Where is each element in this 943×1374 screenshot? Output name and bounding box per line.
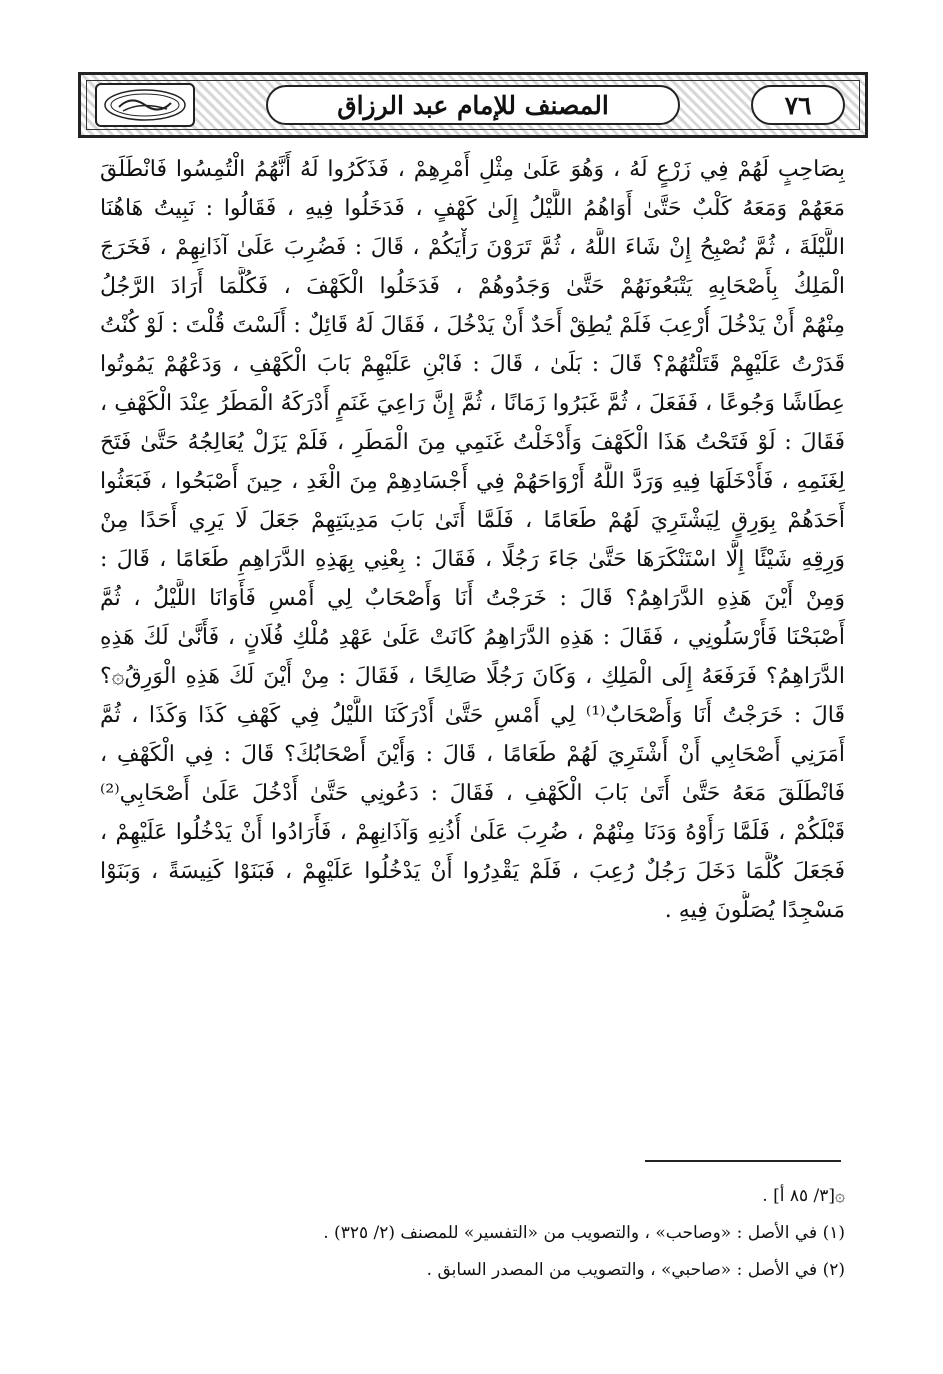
text-line: قَالَ : خَرَجْتُ أَنَا وَأَصْحَابٌ⁽¹⁾ لِي أَمْسِ حَتَّىٰ أَدْرَكَنَا اللَّيْلُ فِي كَهْفِ كَذَا وَكَذَا ، ثُمَّ (100, 703, 845, 728)
text-line: أَحَدَهُمْ بِوَرِقٍ لِيَشْتَرِيَ لَهُمْ طَعَامًا ، فَلَمَّا أَتَىٰ بَابَ مَدِينَتِهِمْ جَعَلَ لَا يَرِي أَحَدًا مِنْ (100, 508, 845, 533)
text-line-last: مَسْجِدًا يُصَلُّونَ فِيهِ . (664, 898, 845, 923)
text-line: فَجَعَلَ كُلَّمَا دَخَلَ رَجُلٌ رُعِبَ ، فَلَمْ يَقْدِرُوا أَنْ يَدْخُلُوا عَلَيْهِمْ ، فَبَنَوْا كَنِيسَةً ، وَبَنَوْا (100, 859, 845, 884)
folio-reference-note: ۞[٣/ ٨٥ أ] . (762, 1186, 845, 1206)
footnote-2: (٢) في الأصل : «صاحبي» ، والتصويب من المصدر السابق . (426, 1260, 845, 1280)
text-line: عِطَاشًا وَجُوعًا ، فَفَعَلَ ، ثُمَّ غَبَرُوا زَمَانًا ، ثُمَّ إِنَّ رَاعِيَ غَنَمٍ أَدْرَكَهُ الْمَطَرُ عِنْدَ الْكَهْفِ ، (100, 391, 845, 416)
book-title-cartouche (266, 85, 680, 125)
text-line: بِصَاحِبٍ لَهُمْ فِي زَرْعٍ لَهُ ، وَهُوَ عَلَىٰ مِثْلِ أَمْرِهِمْ ، فَذَكَرُوا لَهُ أَنَّهُمُ الْتُمِسُوا فَانْطَلَقَ (100, 157, 845, 182)
footnote-separator (645, 1160, 841, 1162)
text-line: فَانْطَلَقَ مَعَهُ حَتَّىٰ أَتَىٰ بَابَ الْكَهْفِ ، فَقَالَ : دَعُونِي حَتَّىٰ أَدْخُلَ عَلَىٰ أَصْحَابِي⁽²⁾ (100, 781, 845, 806)
text-line: الْمَلِكُ بِأَصْحَابِهِ يَتْبَعُونَهُمْ حَتَّىٰ وَجَدُوهُمْ ، فَدَخَلُوا الْكَهْفَ ، فَكُلَّمَا أَرَادَ الرَّجُلُ (100, 274, 845, 299)
footnote-1: (١) في الأصل : «وصاحب» ، والتصويب من «التفسير» للمصنف (٢/ ٣٢٥) . (323, 1223, 845, 1243)
text-line: مَعَهُمْ وَمَعَهُ كَلْبٌ حَتَّىٰ أَوَاهُمُ اللَّيْلُ إِلَىٰ كَهْفٍ ، فَدَخَلُوا فِيهِ ، فَقَالُوا : نَبِيتُ هَاهُنَا (100, 196, 845, 221)
footnotes-block (100, 1182, 845, 1293)
main-text-block (100, 150, 845, 930)
text-line: اللَّيْلَةَ ، ثُمَّ نُصْبِحُ إِنْ شَاءَ اللَّهُ ، ثُمَّ تَرَوْنَ رَأْيَكُمْ ، قَالَ : فَضُرِبَ عَلَىٰ آذَانِهِمْ ، فَخَرَجَ (100, 235, 845, 260)
page-number-cartouche (751, 85, 845, 125)
text-line: وَرِقِهِ شَيْئًا إِلَّا اسْتَنْكَرَهَا حَتَّىٰ جَاءَ رَجُلًا ، فَقَالَ : بِعْنِي بِهَذِهِ الدَّرَاهِمِ طَعَامًا ، قَالَ : (100, 547, 845, 572)
text-line: لِغَنَمِهِ ، فَأَدْخَلَهَا فِيهِ وَرَدَّ اللَّهُ أَرْوَاحَهُمْ فِي أَجْسَادِهِمْ مِنَ الْغَدِ ، حِينَ أَصْبَحُوا ، فَبَعَثُوا (100, 469, 845, 494)
text-line: وَمِنْ أَيْنَ هَذِهِ الدَّرَاهِمُ؟ قَالَ : خَرَجْتُ أَنَا وَأَصْحَابٌ لِي أَمْسِ فَأَوَانَا اللَّيْلُ ، ثُمَّ (100, 586, 845, 611)
text-line: أَمَرَنِي أَصْحَابِي أَنْ أَشْتَرِيَ لَهُمْ طَعَامًا ، قَالَ : وَأَيْنَ أَصْحَابُكَ؟ قَالَ : فِي الْكَهْفِ ، (100, 742, 845, 767)
book-title: المصنف للإمام عبد الرزاق (337, 90, 609, 120)
text-line: أَصْبَحْنَا فَأَرْسَلُونِي ، فَقَالَ : هَذِهِ الدَّرَاهِمُ كَانَتْ عَلَىٰ عَهْدِ مُلْكِ فُلَانٍ ، فَأَنَّىٰ لَكَ هَذِهِ (100, 625, 845, 650)
text-line: الدَّرَاهِمُ؟ فَرَفَعَهُ إِلَى الْمَلِكِ ، وَكَانَ رَجُلًا صَالِحًا ، فَقَالَ : مِنْ أَيْنَ لَكَ هَذِهِ الْوَرِقُ۞؟ (100, 664, 845, 689)
text-line: مِنْهُمْ أَنْ يَدْخُلَ أُرْعِبَ فَلَمْ يُطِقْ أَحَدٌ أَنْ يَدْخُلَ ، فَقَالَ لَهُ قَائِلٌ : أَلَسْتَ قُلْتَ : لَوْ كُنْتُ (100, 313, 845, 338)
ornament-emblem-icon (95, 83, 195, 127)
text-line: قَبْلَكُمْ ، فَلَمَّا رَأَوْهُ وَدَنَا مِنْهُمْ ، ضُرِبَ عَلَىٰ أُذُنِهِ وَآذَانِهِمْ ، فَأَرَادُوا أَنْ يَدْخُلُوا عَلَيْهِمْ ، (100, 820, 845, 845)
page-number: ٧٦ (784, 90, 812, 120)
text-line: قَدَرْتُ عَلَيْهِمْ قَتَلْتُهُمْ؟ قَالَ : بَلَىٰ ، قَالَ : فَابْنِ عَلَيْهِمْ بَابَ الْكَهْفِ ، وَدَعْهُمْ يَمُوتُوا (100, 352, 845, 377)
page-header-frame (78, 72, 868, 138)
text-line: فَقَالَ : لَوْ فَتَحْتُ هَذَا الْكَهْفَ وَأَدْخَلْتُ غَنَمِي مِنَ الْمَطَرِ ، فَلَمْ يَزَلْ يُعَالِجُهُ حَتَّىٰ فَتَحَ (100, 430, 845, 455)
